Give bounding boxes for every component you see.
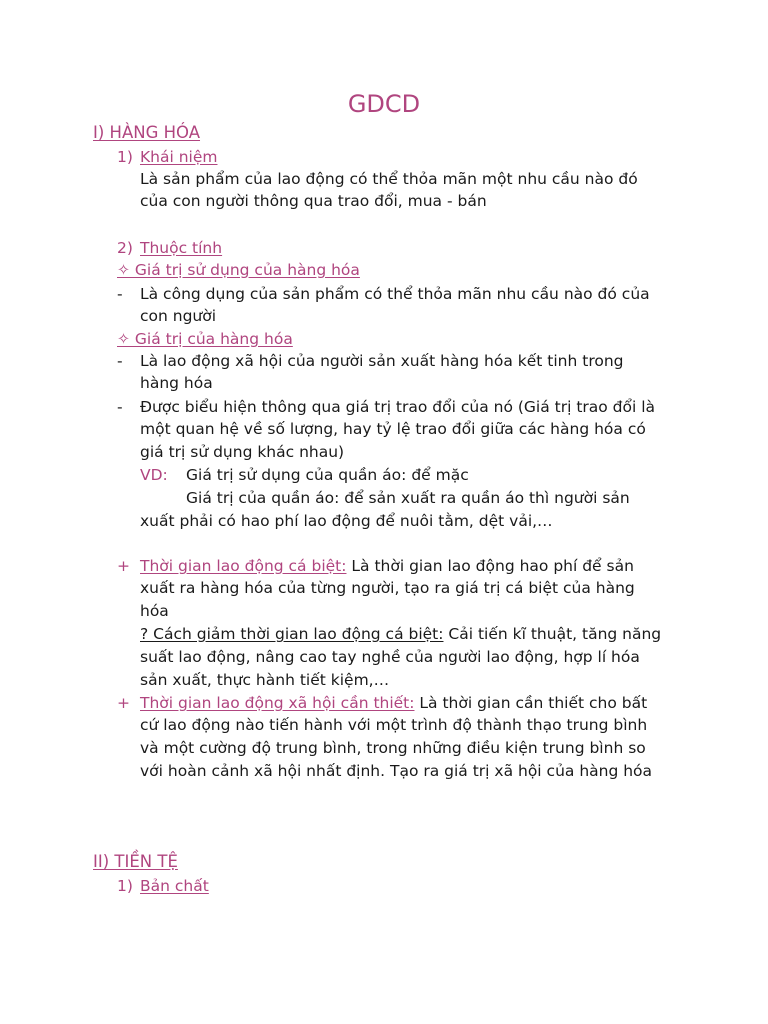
item-label-thuoc-tinh: Thuộc tính bbox=[140, 239, 223, 257]
example-line: xuất phải có hao phí lao động để nuôi tằm, dệt vải,… bbox=[140, 512, 553, 530]
paragraph-line: sản xuất, thực hành tiết kiệm,… bbox=[140, 671, 390, 689]
section-heading-hang-hoa: I) HÀNG HÓA bbox=[93, 123, 201, 142]
paragraph-line: suất lao động, nâng cao tay nghề của người lao động, hợp lí hóa bbox=[140, 648, 640, 666]
dash-bullet-icon: - bbox=[117, 352, 123, 370]
paragraph-line: Là sản phẩm của lao động có thể thỏa mãn một nhu cầu nào đó bbox=[140, 170, 638, 188]
paragraph-line bbox=[140, 555, 634, 577]
plus-bullet-icon: + bbox=[117, 557, 130, 575]
term-thoi-gian-xa-hoi: Thời gian lao động xã hội cần thiết: bbox=[140, 694, 415, 712]
paragraph-line: Được biểu hiện thông qua giá trị trao đổi của nó (Giá trị trao đổi là bbox=[140, 398, 656, 416]
paragraph-line: Là lao động xã hội của người sản xuất hàng hóa kết tinh trong bbox=[140, 352, 624, 370]
example-line: Giá trị của quần áo: để sản xuất ra quần áo thì người sản bbox=[186, 489, 630, 507]
subheading-gia-tri: ✧ Giá trị của hàng hóa bbox=[117, 330, 293, 348]
term-definition: Là thời gian lao động hao phí để sản bbox=[346, 557, 634, 575]
question-term: ? Cách giảm thời gian lao động cá biệt: bbox=[140, 625, 444, 643]
dash-bullet-icon: - bbox=[117, 398, 123, 416]
term-thoi-gian-ca-biet: Thời gian lao động cá biệt: bbox=[140, 557, 347, 575]
example-line: Giá trị sử dụng của quần áo: để mặc bbox=[186, 466, 469, 484]
paragraph-line bbox=[140, 692, 647, 714]
paragraph-line: giá trị sử dụng khác nhau) bbox=[140, 443, 345, 461]
paragraph-line: hóa bbox=[140, 602, 169, 620]
subheading-gia-tri-su-dung: ✧ Giá trị sử dụng của hàng hóa bbox=[117, 261, 360, 279]
paragraph-line: con người bbox=[140, 307, 217, 325]
section-heading-tien-te: II) TIỀN TỆ bbox=[93, 852, 178, 871]
question-answer: Cải tiến kĩ thuật, tăng năng bbox=[443, 625, 662, 643]
example-label: VD: bbox=[140, 466, 168, 484]
item-label-ban-chat: Bản chất bbox=[140, 877, 209, 895]
paragraph-line: xuất ra hàng hóa của từng người, tạo ra giá trị cá biệt của hàng bbox=[140, 579, 635, 597]
paragraph-line: của con người thông qua trao đổi, mua - bán bbox=[140, 192, 487, 210]
item-number: 1) bbox=[117, 148, 133, 166]
plus-bullet-icon: + bbox=[117, 694, 130, 712]
item-label-khai-niem: Khái niệm bbox=[140, 148, 218, 166]
dash-bullet-icon: - bbox=[117, 285, 123, 303]
term-definition: Là thời gian cần thiết cho bất bbox=[414, 694, 648, 712]
document-title: GDCD bbox=[347, 90, 421, 118]
paragraph-line: và một cường độ trung bình, trong những điều kiện trung bình so bbox=[140, 739, 646, 757]
paragraph-line: hàng hóa bbox=[140, 374, 213, 392]
paragraph-line: cứ lao động nào tiến hành với một trình độ thành thạo trung bình bbox=[140, 716, 648, 734]
item-number: 1) bbox=[117, 877, 133, 895]
paragraph-line: Là công dụng của sản phẩm có thể thỏa mãn nhu cầu nào đó của bbox=[140, 285, 650, 303]
paragraph-line bbox=[140, 623, 661, 645]
paragraph-line: một quan hệ về số lượng, hay tỷ lệ trao đổi giữa các hàng hóa có bbox=[140, 420, 646, 438]
paragraph-line: với hoàn cảnh xã hội nhất định. Tạo ra giá trị xã hội của hàng hóa bbox=[140, 762, 653, 780]
item-number: 2) bbox=[117, 239, 133, 257]
